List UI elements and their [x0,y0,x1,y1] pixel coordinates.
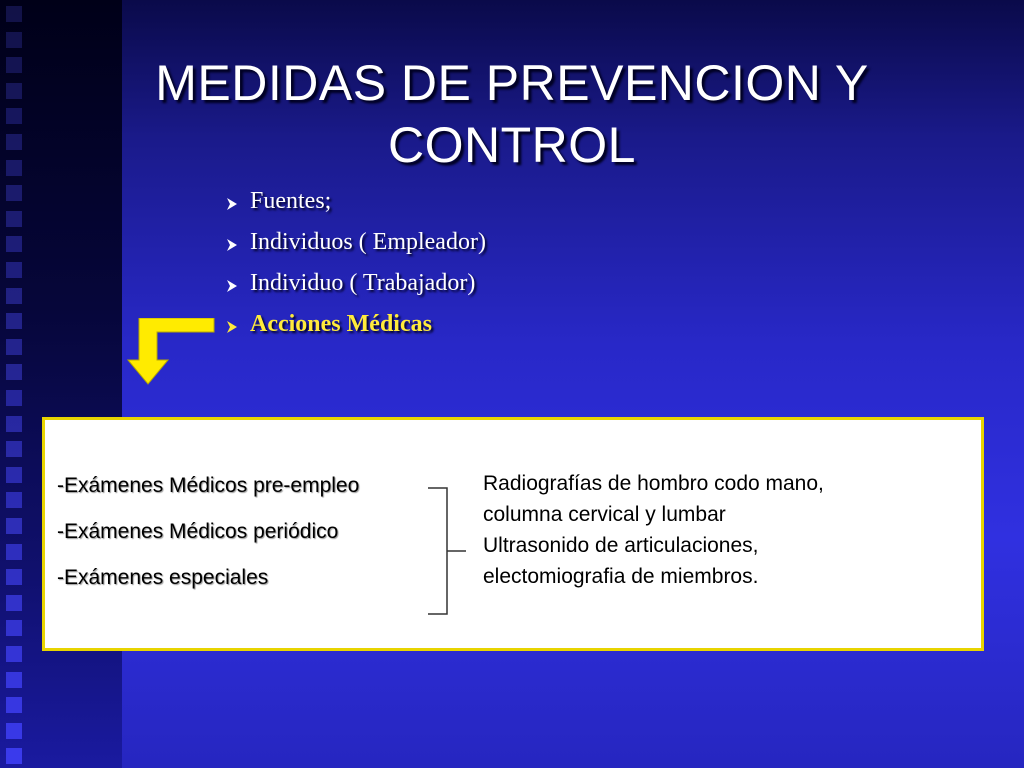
exam-item: -Exámenes Médicos pre-empleo [57,474,360,497]
decorative-square [6,697,22,713]
decorative-square [6,723,22,739]
bracket-connector-icon [428,486,468,616]
bullet-label: Acciones Médicas [250,311,432,337]
chevron-right-icon [224,196,240,212]
decorative-square [6,646,22,662]
decorative-square [6,467,22,483]
decorative-square [6,620,22,636]
bullet-label: Individuos ( Empleador) [250,229,486,255]
decorative-square [6,339,22,355]
detail-line: Ultrasonido de articulaciones, [483,534,759,557]
bullet-item-highlighted [224,311,486,352]
bullet-item [224,229,486,270]
decorative-square [6,32,22,48]
decorative-square [6,185,22,201]
decorative-square [6,569,22,585]
details-text [483,468,943,592]
bullet-label: Fuentes; [250,188,332,214]
decorative-square [6,595,22,611]
decorative-square [6,748,22,764]
decorative-square [6,441,22,457]
decorative-square [6,313,22,329]
decorative-square [6,544,22,560]
slide-title [0,52,1024,176]
decorative-square [6,211,22,227]
exams-box [42,417,984,651]
bullet-item [224,188,486,229]
exam-item: -Exámenes especiales [57,566,269,589]
chevron-right-icon [224,237,240,253]
decorative-square [6,672,22,688]
decorative-square [6,390,22,406]
bullet-list [224,188,486,352]
detail-line: Radiografías de hombro codo mano, [483,472,824,495]
exam-item: -Exámenes Médicos periódico [57,520,339,543]
bullet-label: Individuo ( Trabajador) [250,270,476,296]
decorative-square [6,288,22,304]
decorative-square [6,416,22,432]
detail-line: columna cervical y lumbar [483,503,726,526]
arrow-down-icon [126,318,216,388]
decorative-square [6,364,22,380]
decorative-square [6,236,22,252]
bullet-item [224,270,486,311]
decorative-square [6,518,22,534]
title-line-2: CONTROL [388,117,636,173]
decorative-square [6,6,22,22]
title-line-1: MEDIDAS DE PREVENCION Y [155,55,869,111]
decorative-square [6,262,22,278]
chevron-right-icon [224,278,240,294]
chevron-right-icon [224,319,240,335]
detail-line: electomiografia de miembros. [483,565,759,588]
exams-list [57,474,359,612]
decorative-square [6,492,22,508]
